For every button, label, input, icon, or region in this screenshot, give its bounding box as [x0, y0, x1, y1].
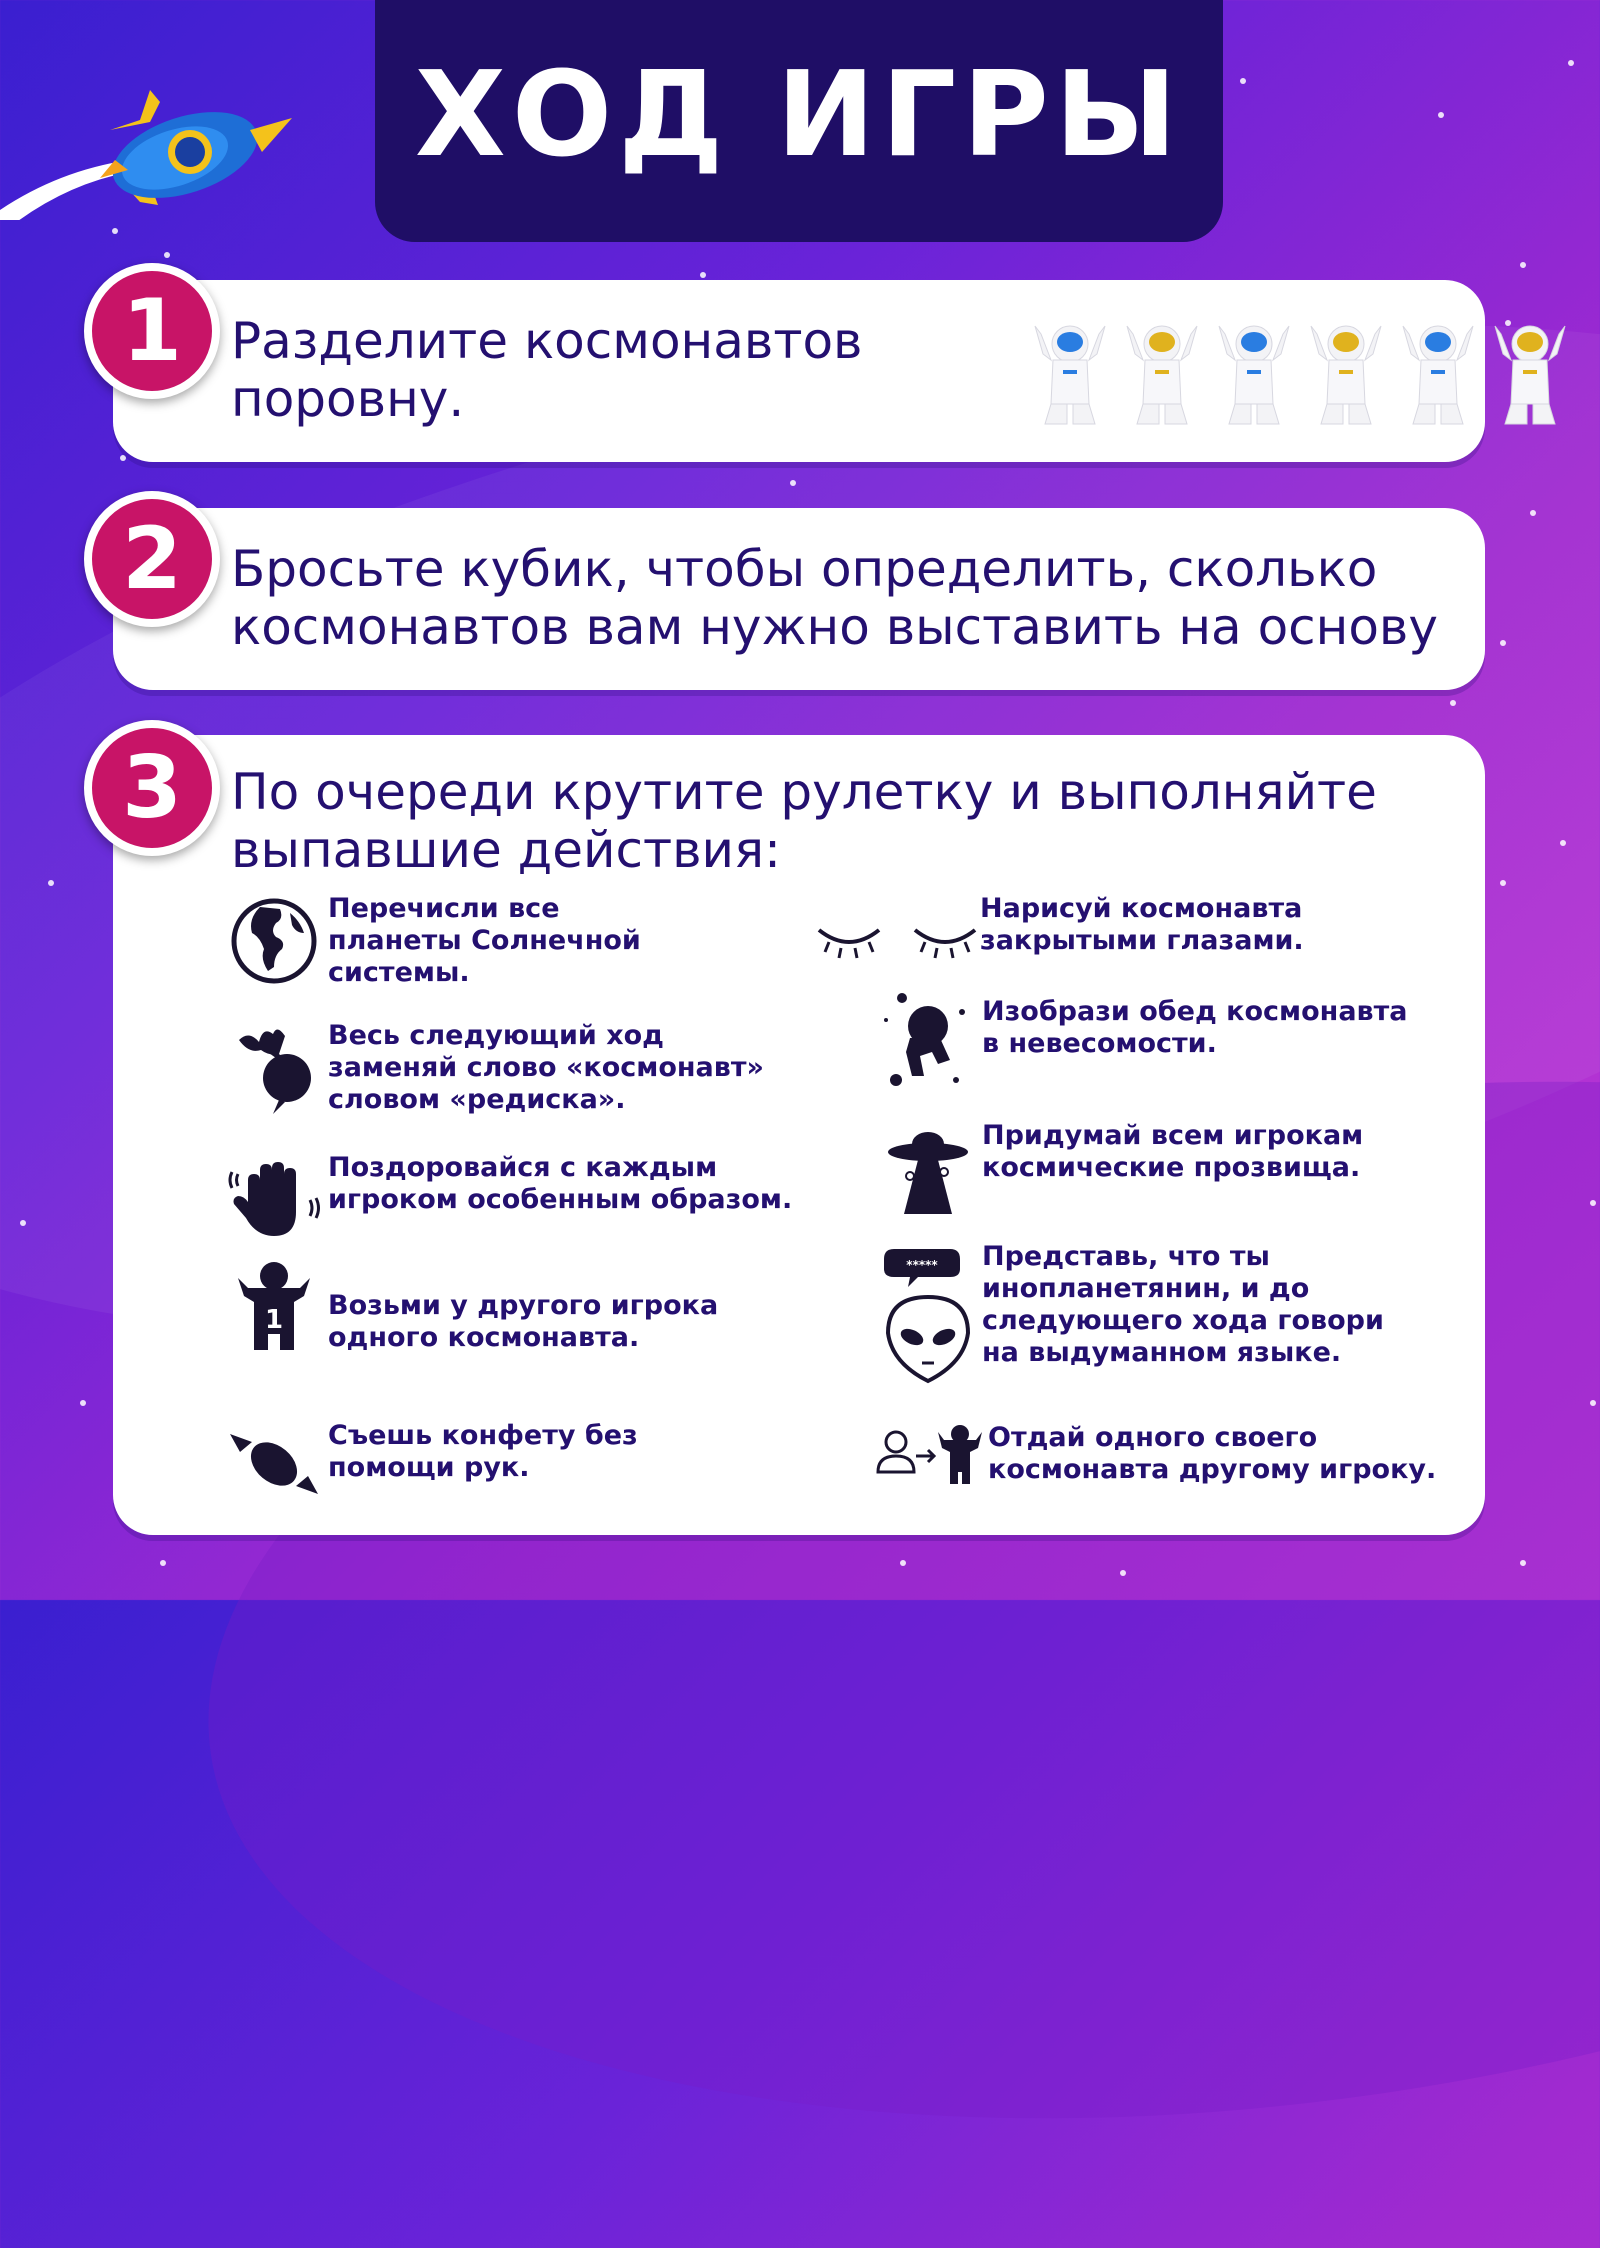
action-text: Возьми у другого игрока одного космонавта.: [328, 1290, 719, 1353]
alien-icon: [880, 1245, 976, 1385]
star: [164, 252, 170, 258]
star: [1590, 1400, 1596, 1406]
action-text: Изобрази обед космонавта в невесомости.: [982, 996, 1408, 1059]
action-text: Отдай одного своего космонавта другому игроку.: [988, 1422, 1437, 1485]
action-greet: [226, 1152, 792, 1248]
astronaut-figure: [1399, 320, 1477, 430]
action-text: Съешь конфету без помощи рук.: [328, 1420, 638, 1483]
step-1-text: Разделите космонавтов поровну.: [231, 312, 863, 428]
floating-astronaut-icon: [880, 990, 976, 1086]
rocket-icon: [0, 60, 300, 220]
title-banner: [375, 0, 1223, 242]
star: [112, 228, 118, 234]
astronaut-figure: [1307, 320, 1385, 430]
action-text: Поздоровайся с каждым игроком особенным образом.: [328, 1152, 793, 1215]
action-alien-language: [880, 1241, 1384, 1385]
star: [48, 880, 54, 886]
star: [1500, 880, 1506, 886]
astronaut-number-icon: [226, 1262, 322, 1358]
step-2-badge: 2: [84, 491, 220, 627]
astronaut-figure: [1491, 320, 1569, 430]
action-text: Нарисуй космонавта закрытыми глазами.: [980, 893, 1304, 956]
action-text: Придумай всем игрокам космические прозвища.: [982, 1120, 1364, 1183]
star: [1520, 1560, 1526, 1566]
action-give-astronaut: [876, 1422, 1436, 1492]
star: [1120, 1570, 1126, 1576]
star: [1590, 1200, 1596, 1206]
speech-bubble-text: *****: [906, 1258, 938, 1272]
action-text: Весь следующий ход заменяй слово «космонавт» словом «редиска».: [328, 1020, 764, 1115]
step-2-text: Бросьте кубик, чтобы определить, сколько космонавтов вам нужно выставить на основу: [231, 540, 1438, 656]
page-title: ХОД ИГРЫ: [414, 45, 1184, 183]
star: [1438, 112, 1444, 118]
star: [790, 480, 796, 486]
star: [1500, 640, 1506, 646]
astronaut-badge-number: 1: [264, 1305, 284, 1335]
action-radish-word: [226, 1020, 764, 1116]
star: [20, 1220, 26, 1226]
action-space-nicknames: [880, 1120, 1364, 1220]
star: [1560, 840, 1566, 846]
globe-icon: [226, 893, 322, 989]
step-1-card: [113, 280, 1485, 462]
astronaut-figure: [1123, 320, 1201, 430]
step-1-badge: 1: [84, 263, 220, 399]
star: [1568, 60, 1574, 66]
star: [1240, 78, 1246, 84]
step-3-badge: 3: [84, 720, 220, 856]
step-3-text: По очереди крутите рулетку и выполняйте выпавшие действия:: [231, 763, 1377, 879]
star: [1520, 262, 1526, 268]
star: [1530, 510, 1536, 516]
star: [700, 272, 706, 278]
waving-hand-icon: [226, 1152, 322, 1248]
candy-icon: [226, 1416, 322, 1512]
radish-icon: [226, 1020, 322, 1116]
step-2-card: [113, 508, 1485, 690]
action-text: Представь, что ты инопланетянин, и до следующего хода говори на выдуманном языке.: [982, 1241, 1384, 1368]
closed-eyes-icon: [812, 893, 988, 989]
action-weightless-lunch: [880, 990, 1408, 1086]
action-candy: [226, 1416, 638, 1512]
star: [160, 1560, 166, 1566]
give-astronaut-icon: [876, 1422, 986, 1492]
star: [120, 455, 126, 461]
star: [900, 1560, 906, 1566]
astronaut-figure: [1215, 320, 1293, 430]
astronaut-figure: [1031, 320, 1109, 430]
action-draw-eyes-closed: [812, 893, 1304, 989]
ufo-icon: [880, 1124, 976, 1220]
star: [1450, 700, 1456, 706]
action-take-astronaut: [226, 1262, 718, 1358]
action-list-planets: [226, 893, 641, 989]
star: [80, 1400, 86, 1406]
astronaut-figures: [1031, 320, 1569, 430]
action-text: Перечисли все планеты Солнечной системы.: [328, 893, 641, 988]
